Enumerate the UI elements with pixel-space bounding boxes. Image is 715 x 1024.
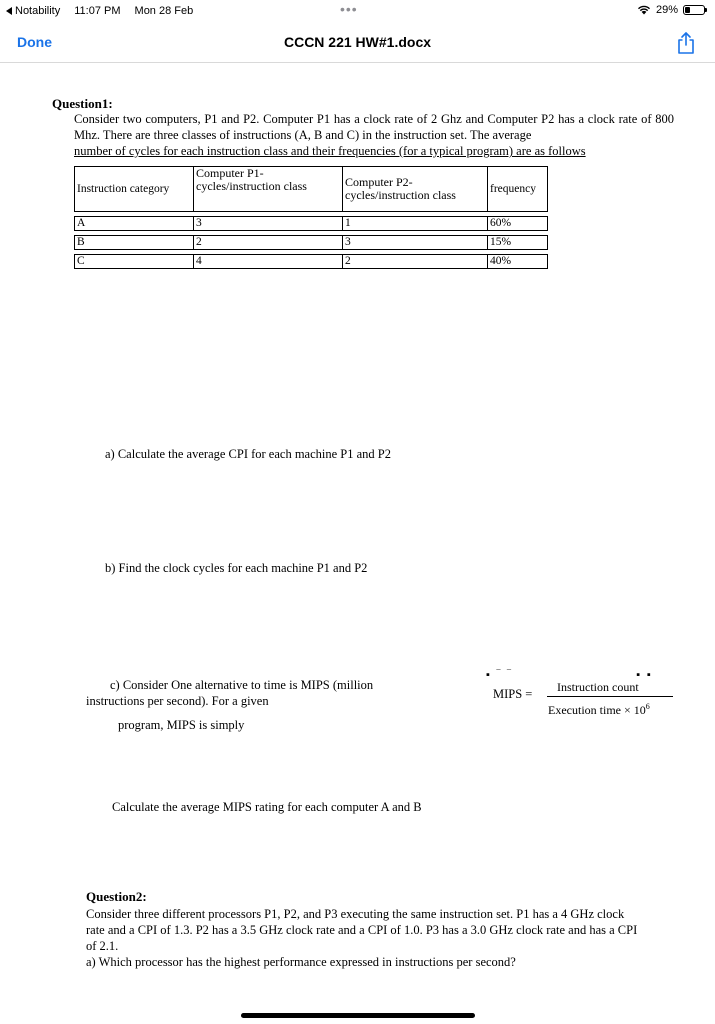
mips-formula-lhs: MIPS = (493, 687, 533, 701)
battery-percent: 29% (655, 4, 678, 16)
table-header-cell: Computer P1-cycles/instruction class (194, 167, 343, 212)
question-b: b) Find the clock cycles for each machine P1 and P2 (105, 561, 368, 575)
done-button[interactable]: Done (17, 34, 52, 50)
formula-decoration-marks: ▪ ‾ ‾ ▪ ▪ (486, 669, 653, 681)
instruction-class-table (74, 166, 548, 269)
table-row (75, 217, 548, 231)
document-page[interactable] (0, 63, 715, 1024)
table-cell: A (75, 217, 194, 231)
question-calc-mips: Calculate the average MIPS rating for each computer A and B (112, 800, 422, 814)
navigation-bar (0, 22, 715, 63)
table-cell: B (75, 236, 194, 250)
question-c-line3: program, MIPS is simply (118, 718, 245, 732)
table-cell: 2 (194, 236, 343, 250)
table-header-row (75, 167, 548, 212)
denominator-exponent: 6 (645, 702, 650, 711)
back-triangle-icon (6, 7, 12, 15)
battery-icon (683, 5, 705, 15)
status-left (6, 5, 193, 17)
question2-text: Consider three different processors P1, P2, and P3 executing the same instruction set. P1 has a 4 GHz clock rate and a CPI of 1.3. P2 has a 3.5 GHz clock rate and a CPI of 1.0. P3 has a 3.0 GHz clock rate and has a CPI of 2.1. (86, 907, 638, 953)
question1-title: Question1: (52, 96, 113, 111)
status-time: 11:07 PM (74, 5, 121, 17)
table-header-cell: frequency (488, 167, 548, 212)
status-right (637, 4, 705, 16)
question1-body-line1: Consider two computers, P1 and P2. Computer P1 has a clock rate of 2 Ghz and Computer P2 has a clock rate of 800 Mhz. There are three classes of instructions (A, B and C) in the instruction set. The average (74, 112, 674, 142)
table-cell: C (75, 255, 194, 269)
table-cell: 3 (343, 236, 488, 250)
table-cell: 4 (194, 255, 343, 269)
table-header-cell: Computer P2-cycles/instruction class (343, 167, 488, 212)
question2-a: a) Which processor has the highest performance expressed in instructions per second? (86, 955, 516, 969)
question2-title: Question2: (86, 889, 147, 904)
fraction-bar (547, 696, 673, 697)
table-cell: 1 (343, 217, 488, 231)
mips-formula-numerator: Instruction count (557, 680, 639, 694)
question-a: a) Calculate the average CPI for each machine P1 and P2 (105, 447, 391, 461)
table-row (75, 236, 548, 250)
table-header-cell: Instruction category (75, 167, 194, 212)
denominator-text: Execution time × 10 (548, 703, 646, 717)
table-cell: 3 (194, 217, 343, 231)
question1-body (74, 111, 674, 159)
question1-body-line2: number of cycles for each instruction class and their frequencies (for a typical program) are as follows (74, 144, 586, 158)
mips-formula-denominator (548, 702, 650, 718)
wifi-icon (637, 5, 651, 15)
status-bar (0, 0, 715, 22)
back-app-name: Notability (15, 5, 61, 17)
home-indicator[interactable] (241, 1013, 475, 1018)
question-c-line2: instructions per second). For a given (86, 694, 269, 708)
status-date: Mon 28 Feb (134, 5, 194, 17)
multitasking-dots-icon[interactable]: ••• (340, 1, 358, 17)
table-row (75, 255, 548, 269)
table-cell: 60% (488, 217, 548, 231)
document-title: CCCN 221 HW#1.docx (283, 34, 432, 50)
table-cell: 15% (488, 236, 548, 250)
back-to-app-link[interactable] (6, 5, 60, 17)
question2-body (86, 906, 646, 970)
table-cell: 2 (343, 255, 488, 269)
table-cell: 40% (488, 255, 548, 269)
share-icon[interactable] (675, 31, 697, 55)
question-c-line1: c) Consider One alternative to time is MIPS (million (110, 678, 374, 692)
